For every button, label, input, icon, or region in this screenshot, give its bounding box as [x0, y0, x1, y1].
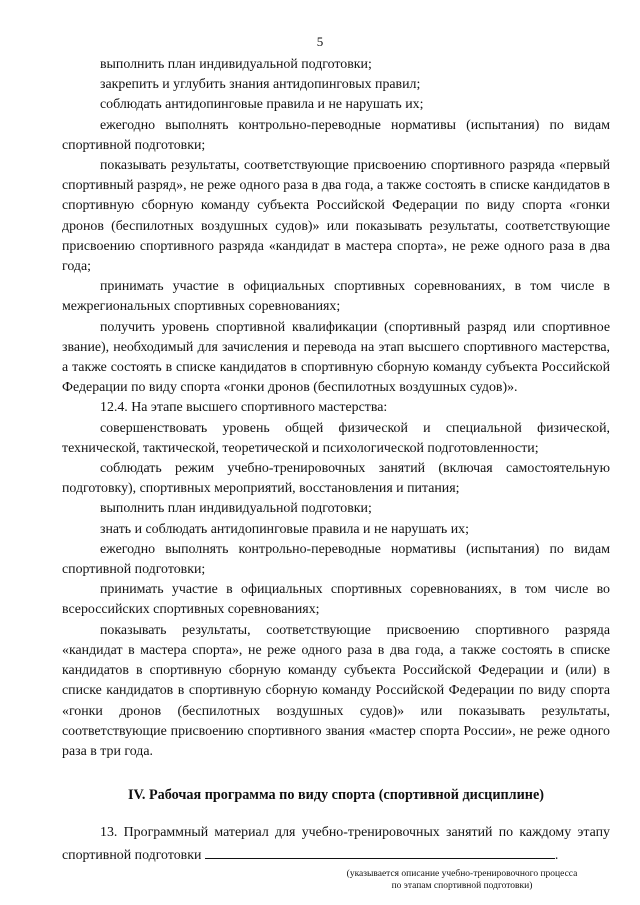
paragraph-13-end: .: [554, 847, 559, 863]
section-heading: IV. Рабочая программа по виду спорта (спортивной дисциплине): [127, 787, 544, 804]
caption-line-1: (указывается описание учебно-тренировочного процесса: [346, 868, 578, 879]
paragraph-13-text: 13. Программный материал для учебно-тренировочных занятий по каждому этапу спортивной подготовки: [62, 825, 610, 863]
subsection-heading: 12.4. На этапе высшего спортивного мастерства:: [100, 400, 388, 416]
paragraph: соблюдать антидопинговые правила и не нарушать их;: [100, 97, 424, 113]
paragraph: принимать участие в официальных спортивных соревнованиях, в том числе во всероссийских спортивных соревнованиях;: [62, 582, 610, 618]
paragraph: закрепить и углубить знания антидопинговых правил;: [100, 77, 421, 93]
fill-in-blank-line: [205, 844, 555, 859]
paragraph: показывать результаты, соответствующие присвоению спортивного разряда «кандидат в мастера спорта», не реже одного раза в два года, а также состоять в списке кандидатов в спортивную сборную команду субъекта Российской Федерации и (или) в списке кандидатов в спортивную сборную команду Российской Федерации по виду спорта «гонки дронов (беспилотных воздушных судов)» или показывать результаты, соответствующие присвоению спортивного звания «мастер спорта России», не реже одного раза в три года.: [62, 622, 610, 759]
paragraph: выполнить план индивидуальной подготовки;: [100, 501, 372, 517]
paragraph: ежегодно выполнять контрольно-переводные нормативы (испытания) по видам спортивной подготовки;: [62, 541, 610, 578]
paragraph: ежегодно выполнять контрольно-переводные нормативы (испытания) по видам спортивной подготовки;: [62, 117, 610, 153]
paragraph: принимать участие в официальных спортивных соревнованиях, в том числе в межрегиональных спортивных соревнованиях;: [62, 279, 610, 315]
page-number: 5: [316, 34, 324, 49]
paragraph: знать и соблюдать антидопинговые правила и не нарушать их;: [100, 521, 469, 537]
caption-line-2: по этапам спортивной подготовки): [391, 880, 533, 891]
paragraph: показывать результаты, соответствующие присвоению спортивного разряда «первый спортивный разряд», не реже одного раза в два года, а также состоять в списке кандидатов в спортивную сборную команду субъекта Российской Федерации по виду спорта «гонки дронов (беспилотных воздушных судов)» или показывать результаты, соответствующие присвоению спортивного разряда «кандидат в мастера спорта», не реже одного раза в два года;: [62, 158, 610, 275]
paragraph: соблюдать режим учебно-тренировочных занятий (включая самостоятельную подготовку), спортивных мероприятий, восстановления и питания;: [62, 461, 610, 497]
paragraph: выполнить план индивидуальной подготовки;: [100, 57, 372, 72]
blank-caption: [62, 868, 610, 892]
paragraph: получить уровень спортивной квалификации (спортивный разряд или спортивное звание), необходимый для зачисления и перевода на этап высшего спортивного мастерства, а также состоять в списке кандидатов в спортивную сборную команду субъекта Российской Федерации по виду спорта «гонки дронов (беспилотных воздушных судов)».: [62, 319, 610, 396]
document-body: [62, 55, 610, 892]
paragraph-13: [62, 823, 610, 865]
paragraph: совершенствовать уровень общей физической и специальной физической, технической, тактической, теоретической и психологической подготовленности;: [62, 420, 610, 456]
